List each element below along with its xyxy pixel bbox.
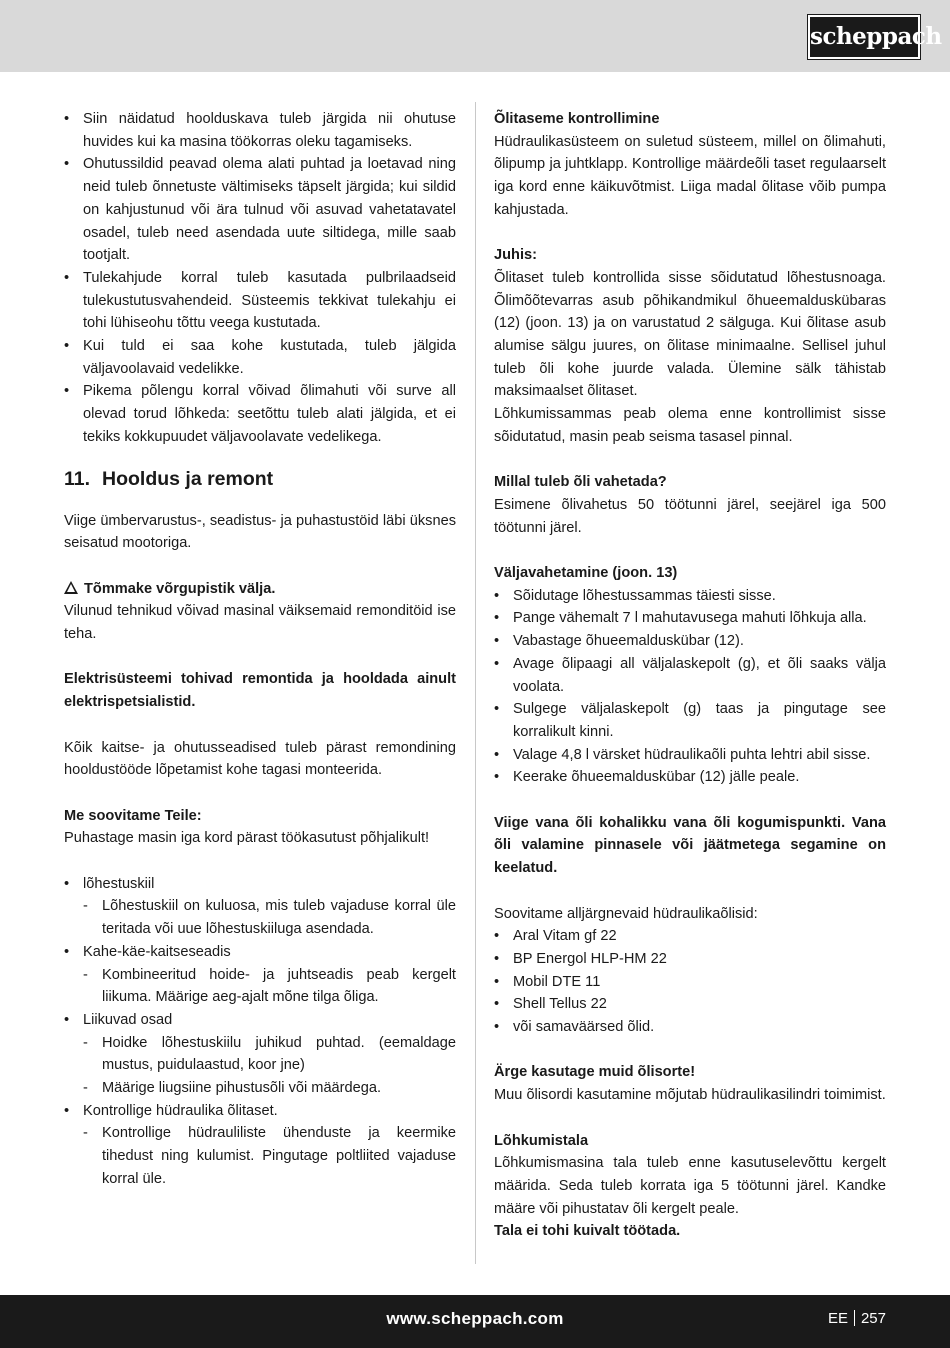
list-item: • Tulekahjude korral tuleb kasutada pulbrilaadseid tulekustutusvahendeid. Süsteemis tekkivat tulekahju ei tohi lühiseohu tõttu veega kustutada. xyxy=(64,267,456,335)
paragraph: Kõik kaitse- ja ohutusseadised tuleb pärast remondining hooldustööde lõpetamist kohe tagasi monteerida. xyxy=(64,739,456,779)
note-heading: Juhis: xyxy=(494,247,537,264)
language-code: EE xyxy=(827,1310,848,1327)
section-heading xyxy=(64,467,456,491)
paragraph: Lõhkumismasina tala tuleb enne kasutuselevõttu kergelt määrida. Seda tuleb korrata iga 5 töötunni järel. Kandke määre või pihustatav õli kergelt peale. xyxy=(494,1155,886,1217)
sub-list-item: - Lõhestuskiil on kuluosa, mis tuleb vajaduse korral üle teritada või uue lõhestuskiiluga asendada. xyxy=(64,895,456,940)
paragraph: Puhastage masin iga kord pärast töökasutust põhjalikult! xyxy=(64,830,430,847)
sub-list-item: - Määrige liugsiine pihustusõli või määrdega. xyxy=(64,1077,456,1100)
list-item: • või samaväärsed õlid. xyxy=(494,1016,886,1039)
page-info xyxy=(828,1295,886,1343)
scheppach-logo: scheppach xyxy=(808,15,920,59)
website-link[interactable]: www.scheppach.com xyxy=(386,1309,564,1328)
list-item: • Aral Vitam gf 22 xyxy=(494,925,886,948)
page-footer xyxy=(0,1295,950,1348)
list-item: • lõhestuskiil xyxy=(64,873,456,896)
list-item: • Pikema põlengu korral võivad õlimahuti või surve all olevad torud lõhkeda: seetõttu tuleb alati jälgida, et ei tekiks kokkupuudet väljavoolavate vedelikega. xyxy=(64,380,456,448)
replacement-steps xyxy=(494,585,886,789)
page-header xyxy=(0,0,950,72)
paragraph: Soovitame alljärgnevaid hüdraulikaõlisid: xyxy=(494,905,758,922)
paragraph: Esimene õlivahetus 50 töötunni järel, seejärel iga 500 töötunni järel. xyxy=(494,496,886,536)
warning-heading xyxy=(64,578,456,601)
list-item: • Sulgege väljalaskepolt (g) taas ja pingutage see korralikult kinni. xyxy=(494,698,886,743)
oil-check-heading: Õlitaseme kontrollimine xyxy=(494,111,660,127)
list-item: • Shell Tellus 22 xyxy=(494,993,886,1016)
other-oils-heading: Ärge kasutage muid õlisorte! xyxy=(494,1064,696,1081)
maintenance-list xyxy=(64,873,456,1191)
section-title: Hooldus ja remont xyxy=(102,467,274,490)
oil-list xyxy=(494,925,886,1039)
list-item: • Valage 4,8 l värsket hüdraulikaõli puhta lehtri abil sisse. xyxy=(494,744,886,767)
replacement-heading: Väljavahetamine (joon. 13) xyxy=(494,565,678,582)
warning-triangle-icon xyxy=(64,581,78,594)
left-column xyxy=(64,108,456,1191)
section-number: 11. xyxy=(64,467,91,490)
list-item: • BP Energol HLP-HM 22 xyxy=(494,948,886,971)
warning-title: Tõmmake võrgupistik välja. xyxy=(84,580,276,597)
list-item: • Avage õlipaagi all väljalaskepolt (g), et õli saaks välja voolata. xyxy=(494,653,886,698)
list-item: • Pange vähemalt 7 l mahutavusega mahuti lõhkuja alla. xyxy=(494,607,886,630)
list-item: • Kui tuld ei saa kohe kustutada, tuleb jälgida väljavoolavaid vedelikke. xyxy=(64,335,456,380)
paragraph: Muu õlisordi kasutamine mõjutab hüdraulikasilindri toimimist. xyxy=(494,1087,886,1104)
list-item: • Sõidutage lõhestussammas täiesti sisse. xyxy=(494,585,886,608)
beam-heading: Lõhkumistala xyxy=(494,1132,589,1149)
sub-list-item: - Hoidke lõhestuskiilu juhikud puhtad. (eemaldage mustus, puidulaastud, koor jne) xyxy=(64,1032,456,1077)
oil-change-heading: Millal tuleb õli vahetada? xyxy=(494,474,667,491)
list-item: • Liikuvad osad xyxy=(64,1009,456,1032)
beam-warning: Tala ei tohi kuivalt töötada. xyxy=(494,1223,681,1240)
page-number: 257 xyxy=(860,1310,886,1327)
sub-list-item: - Kontrollige hüdrauliliste ühenduste ja keermike tihedust ning kulumist. Pingutage poltliited vajaduse korral üle. xyxy=(64,1122,456,1190)
bold-paragraph: Elektrisüsteemi tohivad remontida ja hooldada ainult elektrispetsialistid. xyxy=(64,671,456,711)
list-item: • Vabastage õhueemalduskübar (12). xyxy=(494,630,886,653)
paragraph: Õlitaset tuleb kontrollida sisse sõidutatud lõhestusnoaga. Õlimõõtevarras asub põhikandmikul õhueemalduskübaras (12) (joon. 13) ja on varustatud 2 sälguga. Kui õlitase asub alumise sälgu juures, on õlitase minimaalne. Sellisel juhul tuleb õli kohe juurde valada. Ülemine sälk tähistab maksimaalset õlitaset. xyxy=(494,269,886,400)
paragraph: Lõhkumissammas peab olema enne kontrollimist sisse sõidutatud, masin peab seisma tasasel pinnal. xyxy=(494,406,886,445)
list-item: • Ohutussildid peavad olema alati puhtad ja loetavad ning neid tuleb õnnetuste vältimiseks täpselt järgida; kui sildid on kahjustunud või ära tulnud või asuvad vahetatavatel osadel, tuleb need asendada uute siltidega, mille saab tootjalt. xyxy=(64,153,456,267)
list-item: • Kahe-käe-kaitseseadis xyxy=(64,941,456,964)
list-item: • Mobil DTE 11 xyxy=(494,971,886,994)
sub-list-item: - Kombineeritud hoide- ja juhtseadis peab kergelt liikuma. Määrige aeg-ajalt mõne tilga õliga. xyxy=(64,964,456,1009)
safety-bullet-list xyxy=(64,108,456,449)
disposal-notice: Viige vana õli kohalikku vana õli kogumispunkti. Vana õli valamine pinnasele või jäätmetega segamine on keelatud. xyxy=(494,814,886,877)
column-divider xyxy=(475,102,476,1264)
right-column xyxy=(494,108,886,1243)
recommend-heading: Me soovitame Teile: xyxy=(64,807,202,824)
list-item: • Siin näidatud hoolduskava tuleb järgida nii ohutuse huvides kui ka masina töökorras oleku tagamiseks. xyxy=(64,108,456,153)
paragraph: Viige ümbervarustus-, seadistus- ja puhastustöid läbi üksnes seisatud mootoriga. xyxy=(64,512,456,552)
list-item: • Keerake õhueemalduskübar (12) jälle peale. xyxy=(494,766,886,789)
paragraph: Hüdraulikasüsteem on suletud süsteem, millel on õlimahuti, õlipump ja juhtklapp. Kontrollige määrdeõli taset regulaarselt iga kord enne käikuvõtmist. Liiga madal õlitase võib pumpa kahjustada. xyxy=(494,133,886,218)
list-item: • Kontrollige hüdraulika õlitaset. xyxy=(64,1100,456,1123)
separator xyxy=(854,1310,855,1326)
paragraph: Vilunud tehnikud võivad masinal väiksemaid remonditöid ise teha. xyxy=(64,603,456,643)
